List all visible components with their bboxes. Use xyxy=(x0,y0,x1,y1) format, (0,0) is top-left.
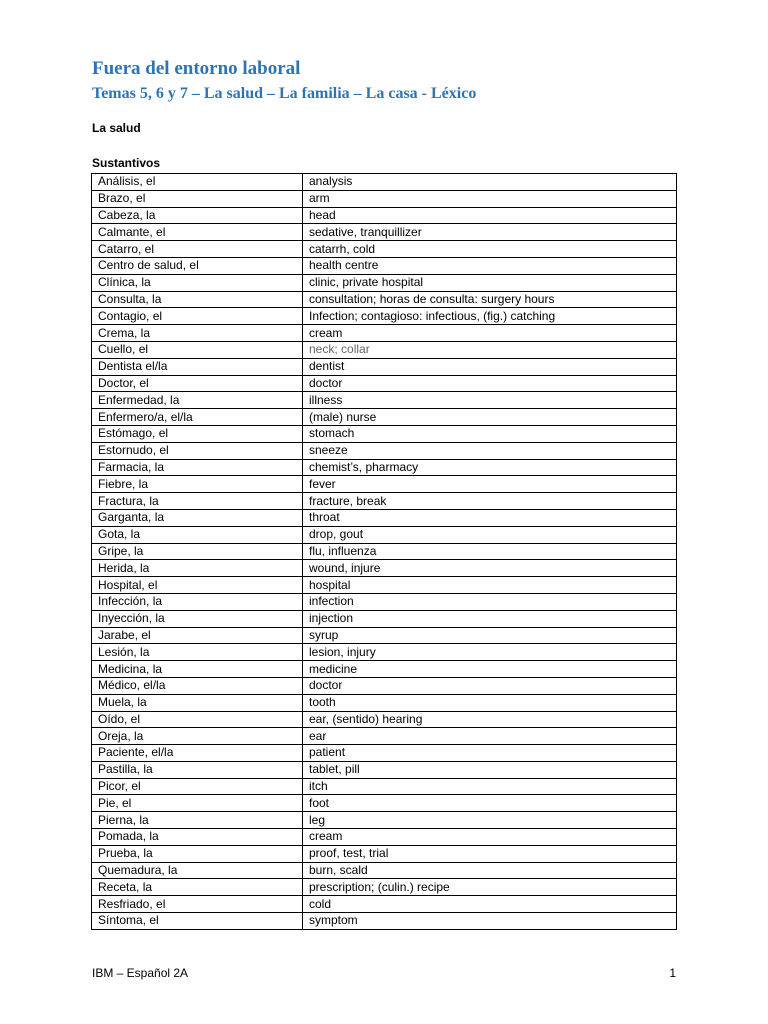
english-translation: injection xyxy=(303,610,677,627)
spanish-term: Clínica, la xyxy=(92,274,303,291)
table-row xyxy=(92,509,677,526)
page-number: 1 xyxy=(669,966,676,980)
table-row xyxy=(92,627,677,644)
english-translation: neck; collar xyxy=(303,341,677,358)
table-row xyxy=(92,879,677,896)
table-row xyxy=(92,577,677,594)
english-translation: foot xyxy=(303,795,677,812)
spanish-term: Catarro, el xyxy=(92,241,303,258)
table-row xyxy=(92,711,677,728)
english-translation: throat xyxy=(303,509,677,526)
spanish-term: Herida, la xyxy=(92,560,303,577)
spanish-term: Calmante, el xyxy=(92,224,303,241)
english-translation: analysis xyxy=(303,174,677,191)
spanish-term: Oído, el xyxy=(92,711,303,728)
english-translation: head xyxy=(303,207,677,224)
table-row xyxy=(92,896,677,913)
table-row xyxy=(92,913,677,930)
english-translation: fever xyxy=(303,476,677,493)
english-translation: (male) nurse xyxy=(303,409,677,426)
english-translation: itch xyxy=(303,778,677,795)
english-translation: stomach xyxy=(303,425,677,442)
subtitle-separator: - xyxy=(417,85,431,102)
table-row xyxy=(92,241,677,258)
spanish-term: Estornudo, el xyxy=(92,442,303,459)
table-row xyxy=(92,778,677,795)
english-translation: tablet, pill xyxy=(303,761,677,778)
table-row xyxy=(92,392,677,409)
spanish-term: Gota, la xyxy=(92,526,303,543)
subtitle-topics: Temas 5, 6 y 7 – La salud – La familia – La casa xyxy=(92,85,418,102)
spanish-term: Pierna, la xyxy=(92,812,303,829)
table-row xyxy=(92,829,677,846)
spanish-term: Resfriado, el xyxy=(92,896,303,913)
table-row xyxy=(92,257,677,274)
document-title: Fuera del entorno laboral xyxy=(92,58,301,79)
spanish-term: Pie, el xyxy=(92,795,303,812)
spanish-term: Consulta, la xyxy=(92,291,303,308)
spanish-term: Quemadura, la xyxy=(92,862,303,879)
table-row xyxy=(92,207,677,224)
spanish-term: Gripe, la xyxy=(92,543,303,560)
table-row xyxy=(92,325,677,342)
table-row xyxy=(92,476,677,493)
table-row xyxy=(92,610,677,627)
english-translation: fracture, break xyxy=(303,493,677,510)
spanish-term: Fractura, la xyxy=(92,493,303,510)
english-translation: symptom xyxy=(303,913,677,930)
spanish-term: Doctor, el xyxy=(92,375,303,392)
vocabulary-table-body xyxy=(92,174,677,930)
spanish-term: Estómago, el xyxy=(92,425,303,442)
english-translation: cream xyxy=(303,829,677,846)
english-translation: consultation; horas de consulta: surgery hours xyxy=(303,291,677,308)
spanish-term: Garganta, la xyxy=(92,509,303,526)
english-translation: syrup xyxy=(303,627,677,644)
table-row xyxy=(92,543,677,560)
subtitle-lexicon: Léxico xyxy=(431,85,477,102)
spanish-term: Lesión, la xyxy=(92,644,303,661)
english-translation: doctor xyxy=(303,677,677,694)
subsection-heading: Sustantivos xyxy=(92,156,161,170)
table-row xyxy=(92,526,677,543)
table-row xyxy=(92,409,677,426)
english-translation: illness xyxy=(303,392,677,409)
document-subtitle xyxy=(92,84,476,104)
table-row xyxy=(92,493,677,510)
spanish-term: Médico, el/la xyxy=(92,677,303,694)
english-translation: patient xyxy=(303,745,677,762)
spanish-term: Muela, la xyxy=(92,694,303,711)
table-row xyxy=(92,358,677,375)
spanish-term: Medicina, la xyxy=(92,661,303,678)
spanish-term: Enfermedad, la xyxy=(92,392,303,409)
spanish-term: Análisis, el xyxy=(92,174,303,191)
table-row xyxy=(92,845,677,862)
english-translation: chemist’s, pharmacy xyxy=(303,459,677,476)
english-translation: catarrh, cold xyxy=(303,241,677,258)
english-translation: wound, injure xyxy=(303,560,677,577)
english-translation: sneeze xyxy=(303,442,677,459)
spanish-term: Cabeza, la xyxy=(92,207,303,224)
english-translation: flu, influenza xyxy=(303,543,677,560)
english-translation: leg xyxy=(303,812,677,829)
table-row xyxy=(92,174,677,191)
table-row xyxy=(92,728,677,745)
table-row xyxy=(92,224,677,241)
section-heading: La salud xyxy=(92,121,141,135)
english-translation: prescription; (culin.) recipe xyxy=(303,879,677,896)
spanish-term: Síntoma, el xyxy=(92,913,303,930)
table-row xyxy=(92,862,677,879)
english-translation: ear, (sentido) hearing xyxy=(303,711,677,728)
vocabulary-table xyxy=(91,173,677,930)
spanish-term: Contagio, el xyxy=(92,308,303,325)
table-row xyxy=(92,274,677,291)
spanish-term: Fiebre, la xyxy=(92,476,303,493)
english-translation: medicine xyxy=(303,661,677,678)
table-row xyxy=(92,442,677,459)
english-translation: drop, gout xyxy=(303,526,677,543)
english-translation: infection xyxy=(303,593,677,610)
table-row xyxy=(92,341,677,358)
table-row xyxy=(92,745,677,762)
english-translation: dentist xyxy=(303,358,677,375)
spanish-term: Hospital, el xyxy=(92,577,303,594)
spanish-term: Jarabe, el xyxy=(92,627,303,644)
spanish-term: Oreja, la xyxy=(92,728,303,745)
spanish-term: Enfermero/a, el/la xyxy=(92,409,303,426)
table-row xyxy=(92,375,677,392)
table-row xyxy=(92,812,677,829)
english-translation: tooth xyxy=(303,694,677,711)
english-translation: proof, test, trial xyxy=(303,845,677,862)
english-translation: doctor xyxy=(303,375,677,392)
english-translation: health centre xyxy=(303,257,677,274)
spanish-term: Farmacia, la xyxy=(92,459,303,476)
english-translation: Infection; contagioso: infectious, (fig.) catching xyxy=(303,308,677,325)
english-translation: ear xyxy=(303,728,677,745)
spanish-term: Pastilla, la xyxy=(92,761,303,778)
table-row xyxy=(92,425,677,442)
spanish-term: Receta, la xyxy=(92,879,303,896)
spanish-term: Paciente, el/la xyxy=(92,745,303,762)
table-row xyxy=(92,795,677,812)
spanish-term: Cuello, el xyxy=(92,341,303,358)
spanish-term: Brazo, el xyxy=(92,190,303,207)
table-row xyxy=(92,459,677,476)
table-row xyxy=(92,677,677,694)
table-row xyxy=(92,694,677,711)
english-translation: sedative, tranquillizer xyxy=(303,224,677,241)
table-row xyxy=(92,291,677,308)
english-translation: cold xyxy=(303,896,677,913)
spanish-term: Centro de salud, el xyxy=(92,257,303,274)
spanish-term: Prueba, la xyxy=(92,845,303,862)
table-row xyxy=(92,644,677,661)
english-translation: hospital xyxy=(303,577,677,594)
table-row xyxy=(92,593,677,610)
table-row xyxy=(92,661,677,678)
spanish-term: Crema, la xyxy=(92,325,303,342)
table-row xyxy=(92,308,677,325)
english-translation: cream xyxy=(303,325,677,342)
english-translation: burn, scald xyxy=(303,862,677,879)
english-translation: arm xyxy=(303,190,677,207)
spanish-term: Infección, la xyxy=(92,593,303,610)
english-translation: clinic, private hospital xyxy=(303,274,677,291)
table-row xyxy=(92,560,677,577)
spanish-term: Pomada, la xyxy=(92,829,303,846)
spanish-term: Picor, el xyxy=(92,778,303,795)
table-row xyxy=(92,761,677,778)
spanish-term: Dentista el/la xyxy=(92,358,303,375)
spanish-term: Inyección, la xyxy=(92,610,303,627)
footer-course: IBM – Español 2A xyxy=(92,966,189,980)
english-translation: lesion, injury xyxy=(303,644,677,661)
table-row xyxy=(92,190,677,207)
